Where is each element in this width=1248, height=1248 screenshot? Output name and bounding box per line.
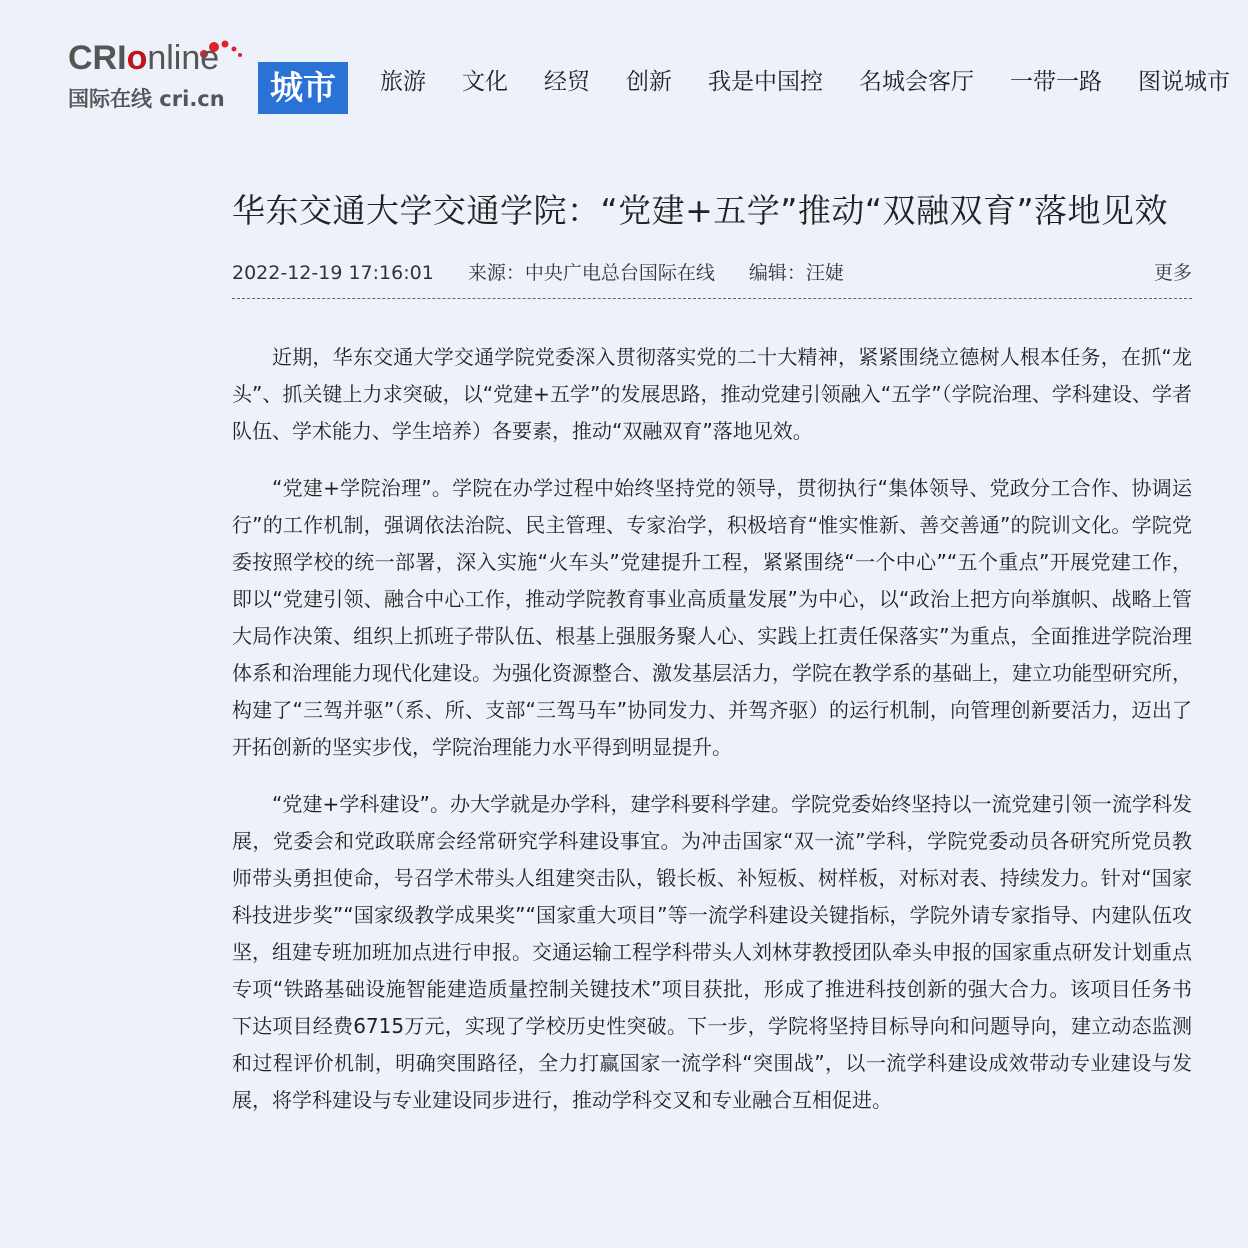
article-meta xyxy=(232,258,1192,299)
article-source: 来源：中央广电总台国际在线 xyxy=(467,262,715,284)
article-body xyxy=(232,339,1192,1119)
nav-item-innovation[interactable]: 创新 xyxy=(626,69,672,95)
article-paragraph: 近期，华东交通大学交通学院党委深入贯彻落实党的二十大精神，紧紧围绕立德树人根本任务，在抓“龙头”、抓关键上力求突破，以“党建+五学”的发展思路，推动党建引领融入“五学”（学院治理、学科建设、学者队伍、学术能力、学生培养）各要素，推动“双融双育”落地见效。 xyxy=(232,345,1192,443)
nav-item-culture[interactable]: 文化 xyxy=(462,69,508,95)
cri-online-logo[interactable] xyxy=(68,38,250,116)
article-paragraph: “党建+学院治理”。学院在办学过程中始终坚持党的领导，贯彻执行“集体领导、党政分工合作、协调运行”的工作机制，强调依法治院、民主管理、专家治学，积极培育“惟实惟新、善交善通”的院训文化。学院党委按照学校的统一部署，深入实施“火车头”党建提升工程，紧紧围绕“一个中心”“五个重点”开展党建工作，即以“党建引领、融合中心工作，推动学院教育事业高质量发展”为中心，以“政治上把方向举旗帜、战略上管大局作决策、组织上抓班子带队伍、根基上强服务聚人心、实践上扛责任保落实”为重点，全面推进学院治理体系和治理能力现代化建设。为强化资源整合、激发基层活力，学院在教学系的基础上，建立功能型研究所，构建了“三驾并驱”（系、所、支部“三驾马车”协同发力、并驾齐驱）的运行机制，向管理创新要活力，迈出了开拓创新的坚实步伐，学院治理能力水平得到明显提升。 xyxy=(232,476,1192,759)
nav-item-city-lounge[interactable]: 名城会客厅 xyxy=(859,69,974,95)
more-link[interactable]: 更多 xyxy=(1153,262,1192,284)
nav-item-city-pictures[interactable]: 图说城市 xyxy=(1138,69,1230,95)
main-nav xyxy=(380,64,1248,100)
nav-item-belt-road[interactable]: 一带一路 xyxy=(1010,69,1102,95)
article-title: 华东交通大学交通学院：“党建+五学”推动“双融双育”落地见效 xyxy=(232,191,1169,230)
section-badge-city[interactable]: 城市 xyxy=(258,62,348,114)
article xyxy=(232,182,1192,1139)
nav-item-travel[interactable]: 旅游 xyxy=(380,69,426,95)
logo-wordmark: CRIonline xyxy=(68,39,220,77)
site-header xyxy=(0,0,1248,130)
nav-item-trade[interactable]: 经贸 xyxy=(544,69,590,95)
article-editor: 编辑：汪婕 xyxy=(748,262,844,284)
article-paragraph: “党建+学科建设”。办大学就是办学科，建学科要科学建。学院党委始终坚持以一流党建引领一流学科发展，党委会和党政联席会经常研究学科建设事宜。为冲击国家“双一流”学科，学院党委动员各研究所党员教师带头勇担使命，号召学术带头人组建突击队，锻长板、补短板、树样板，对标对表、持续发力。针对“国家科技进步奖”“国家级教学成果奖”“国家重大项目”等一流学科建设关键指标，学院外请专家指导、内建队伍攻坚，组建专班加班加点进行申报。交通运输工程学科带头人刘林芽教授团队牵头申报的国家重点研发计划重点专项“铁路基础设施智能建造质量控制关键技术”项目获批，形成了推进科技创新的强大合力。该项目任务书下达项目经费6715万元，实现了学校历史性突破。下一步，学院将坚持目标导向和问题导向，建立动态监测和过程评价机制，明确突围路径，全力打赢国家一流学科“突围战”，以一流学科建设成效带动专业建设与发展，将学科建设与专业建设同步进行，推动学科交叉和专业融合互相促进。 xyxy=(232,792,1192,1112)
nav-item-china-fan[interactable]: 我是中国控 xyxy=(708,69,823,95)
article-datetime: 2022-12-19 17:16:01 xyxy=(232,262,434,284)
logo-subtitle: 国际在线 cri.cn xyxy=(68,87,225,111)
